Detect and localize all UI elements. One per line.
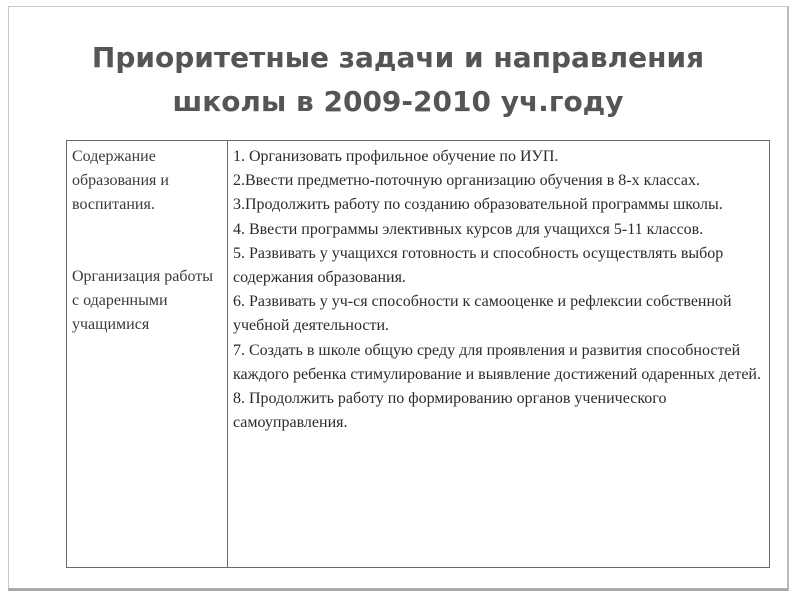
- tasks-cell: [228, 141, 770, 568]
- task-item-8: 8. Продолжить работу по формированию органов ученического самоуправления.: [233, 390, 667, 432]
- title-line-2: школы в 2009-2010 уч.году: [172, 85, 624, 118]
- task-item-6: 6. Развивать у уч-ся способности к самооценке и рефлексии собственной учебной деятельности.: [233, 293, 732, 335]
- slide-title: [40, 36, 756, 124]
- task-item-4: 4. Ввести программы элективных курсов для учащихся 5-11 классов.: [233, 220, 704, 238]
- direction-gifted-students: Организация работы с одаренными учащимися: [72, 268, 214, 333]
- task-item-5: 5. Развивать у учащихся готовность и способность осуществлять выбор содержания образования.: [233, 244, 724, 287]
- tasks-table: [66, 140, 770, 568]
- table-row: [67, 141, 770, 568]
- task-item-1: 1. Организовать профильное обучение по ИУП.: [233, 148, 559, 165]
- task-item-3: 3.Продолжить работу по созданию образовательной программы школы.: [233, 196, 723, 214]
- task-item-2: 2.Ввести предметно-поточную организацию обучения в 8-х классах.: [233, 172, 700, 190]
- direction-content-education: Содержание образования и воспитания.: [72, 148, 169, 213]
- task-item-7: 7. Создать в школе общую среду для проявления и развития способностей каждого ребенка стимулирование и выявление достижений одаренных детей.: [233, 341, 761, 383]
- directions-cell: [67, 141, 228, 568]
- title-line-1: Приоритетные задачи и направления: [91, 41, 705, 74]
